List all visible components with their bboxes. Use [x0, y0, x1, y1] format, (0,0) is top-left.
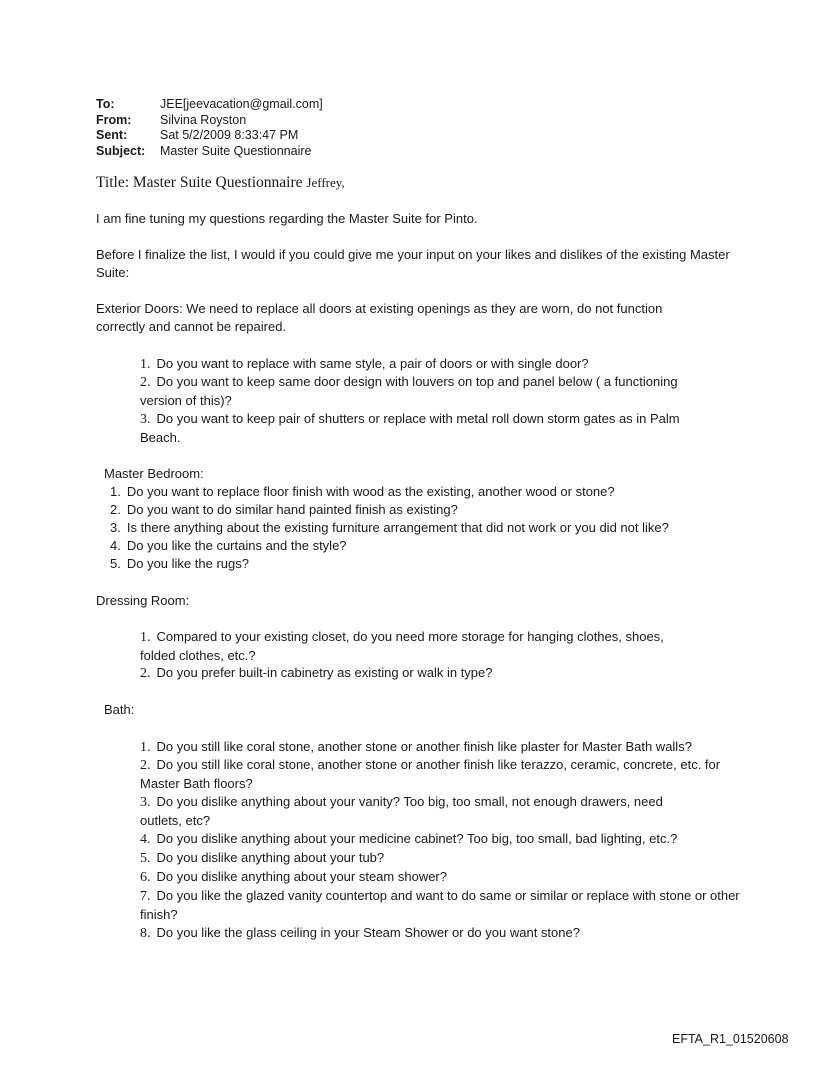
list-item	[140, 756, 730, 793]
item-number: 2.	[140, 375, 151, 390]
item-text: Do you want to replace with same style, a pair of doors or with single door?	[156, 356, 589, 371]
subject-label: Subject:	[96, 143, 146, 158]
title-text: Title: Master Suite Questionnaire	[96, 174, 303, 191]
list-item	[140, 410, 720, 447]
list-item	[110, 483, 750, 501]
to-value: JEE[jeevacation@gmail.com]	[160, 97, 323, 111]
list-item	[110, 555, 750, 573]
item-number: 3.	[140, 412, 151, 427]
from-label: From:	[96, 112, 132, 127]
list-item	[140, 355, 760, 374]
email-header	[96, 97, 323, 159]
subject-row	[96, 144, 323, 160]
list-item	[140, 924, 760, 943]
subject-value: Master Suite Questionnaire	[160, 143, 312, 158]
intro-paragraph-2: Before I finalize the list, I would if you could give me your input on your likes and dislikes of the existing Master Suite:	[96, 247, 730, 280]
bath-heading: Bath:	[104, 702, 135, 717]
item-text: Is there anything about the existing furniture arrangement that did not work or you did not like?	[126, 520, 669, 535]
document-id: EFTA_R1_01520608	[672, 1032, 789, 1046]
sent-row	[96, 128, 323, 144]
to-row	[96, 97, 323, 113]
sent-value: Sat 5/2/2009 8:33:47 PM	[160, 128, 299, 142]
item-number: 2.	[110, 502, 121, 517]
item-text: Do you like the glass ceiling in your Steam Shower or do you want stone?	[156, 925, 580, 940]
item-text: Do you want to do similar hand painted finish as existing?	[126, 502, 458, 517]
item-number: 1.	[110, 484, 121, 499]
item-text: Do you like the rugs?	[126, 556, 249, 571]
list-item	[140, 830, 760, 849]
list-item	[140, 887, 740, 924]
sent-label: Sent:	[96, 128, 128, 142]
list-item	[110, 519, 750, 537]
from-row	[96, 113, 323, 129]
item-text: Do you dislike anything about your tub?	[156, 850, 385, 865]
from-value: Silvina Royston	[160, 112, 247, 127]
item-text: Do you still like coral stone, another stone or another finish like terazzo, ceramic, concrete, etc. for Master Bath floors?	[140, 757, 721, 791]
item-text: Do you like the curtains and the style?	[126, 538, 347, 553]
list-item	[140, 868, 740, 887]
item-text: Do you prefer built-in cabinetry as existing or walk in type?	[156, 665, 493, 680]
list-item	[140, 849, 740, 868]
item-number: 1.	[140, 357, 151, 372]
item-number: 2.	[140, 758, 151, 773]
to-label: To:	[96, 97, 115, 111]
list-item	[140, 793, 700, 830]
item-number: 3.	[140, 795, 151, 810]
list-item	[140, 628, 700, 665]
list-item	[140, 373, 720, 410]
item-number: 8.	[140, 926, 151, 941]
item-number: 5.	[140, 851, 151, 866]
list-item	[110, 537, 750, 555]
item-number: 1.	[140, 740, 151, 755]
item-text: Compared to your existing closet, do you need more storage for hanging clothes, shoes, folded clothes, etc.?	[140, 629, 664, 663]
item-number: 1.	[140, 630, 151, 645]
item-text: Do you want to keep pair of shutters or replace with metal roll down storm gates as in Palm Beach.	[140, 411, 680, 445]
item-number: 5.	[110, 556, 121, 571]
item-text: Do you still like coral stone, another stone or another finish like plaster for Master Bath walls?	[156, 739, 692, 754]
intro-paragraph-1: I am fine tuning my questions regarding the Master Suite for Pinto.	[96, 211, 478, 226]
exterior-doors-paragraph: Exterior Doors: We need to replace all doors at existing openings as they are worn, do not function correctly and cannot be repaired.	[96, 301, 663, 334]
item-number: 7.	[140, 889, 151, 904]
item-number: 4.	[110, 538, 121, 553]
list-item	[140, 738, 740, 757]
item-number: 2.	[140, 666, 151, 681]
list-item	[140, 664, 740, 683]
item-number: 6.	[140, 870, 151, 885]
item-number: 3.	[110, 520, 121, 535]
list-item	[110, 501, 750, 519]
dressing-room-heading: Dressing Room:	[96, 593, 190, 608]
item-text: Do you want to replace floor finish with wood as the existing, another wood or stone?	[126, 484, 615, 499]
item-text: Do you dislike anything about your steam shower?	[156, 869, 447, 884]
item-number: 4.	[140, 832, 151, 847]
greeting: Jeffrey,	[306, 175, 345, 190]
item-text: Do you dislike anything about your vanity? Too big, too small, not enough drawers, need outlets, etc?	[140, 794, 663, 828]
master-bedroom-heading: Master Bedroom:	[104, 466, 204, 481]
item-text: Do you like the glazed vanity countertop and want to do same or similar or replace with stone or other finish?	[140, 888, 740, 922]
item-text: Do you dislike anything about your medicine cabinet? Too big, too small, bad lighting, etc.?	[156, 831, 678, 846]
item-text: Do you want to keep same door design with louvers on top and panel below ( a functioning version of this)?	[140, 374, 678, 408]
document-title	[96, 174, 345, 192]
